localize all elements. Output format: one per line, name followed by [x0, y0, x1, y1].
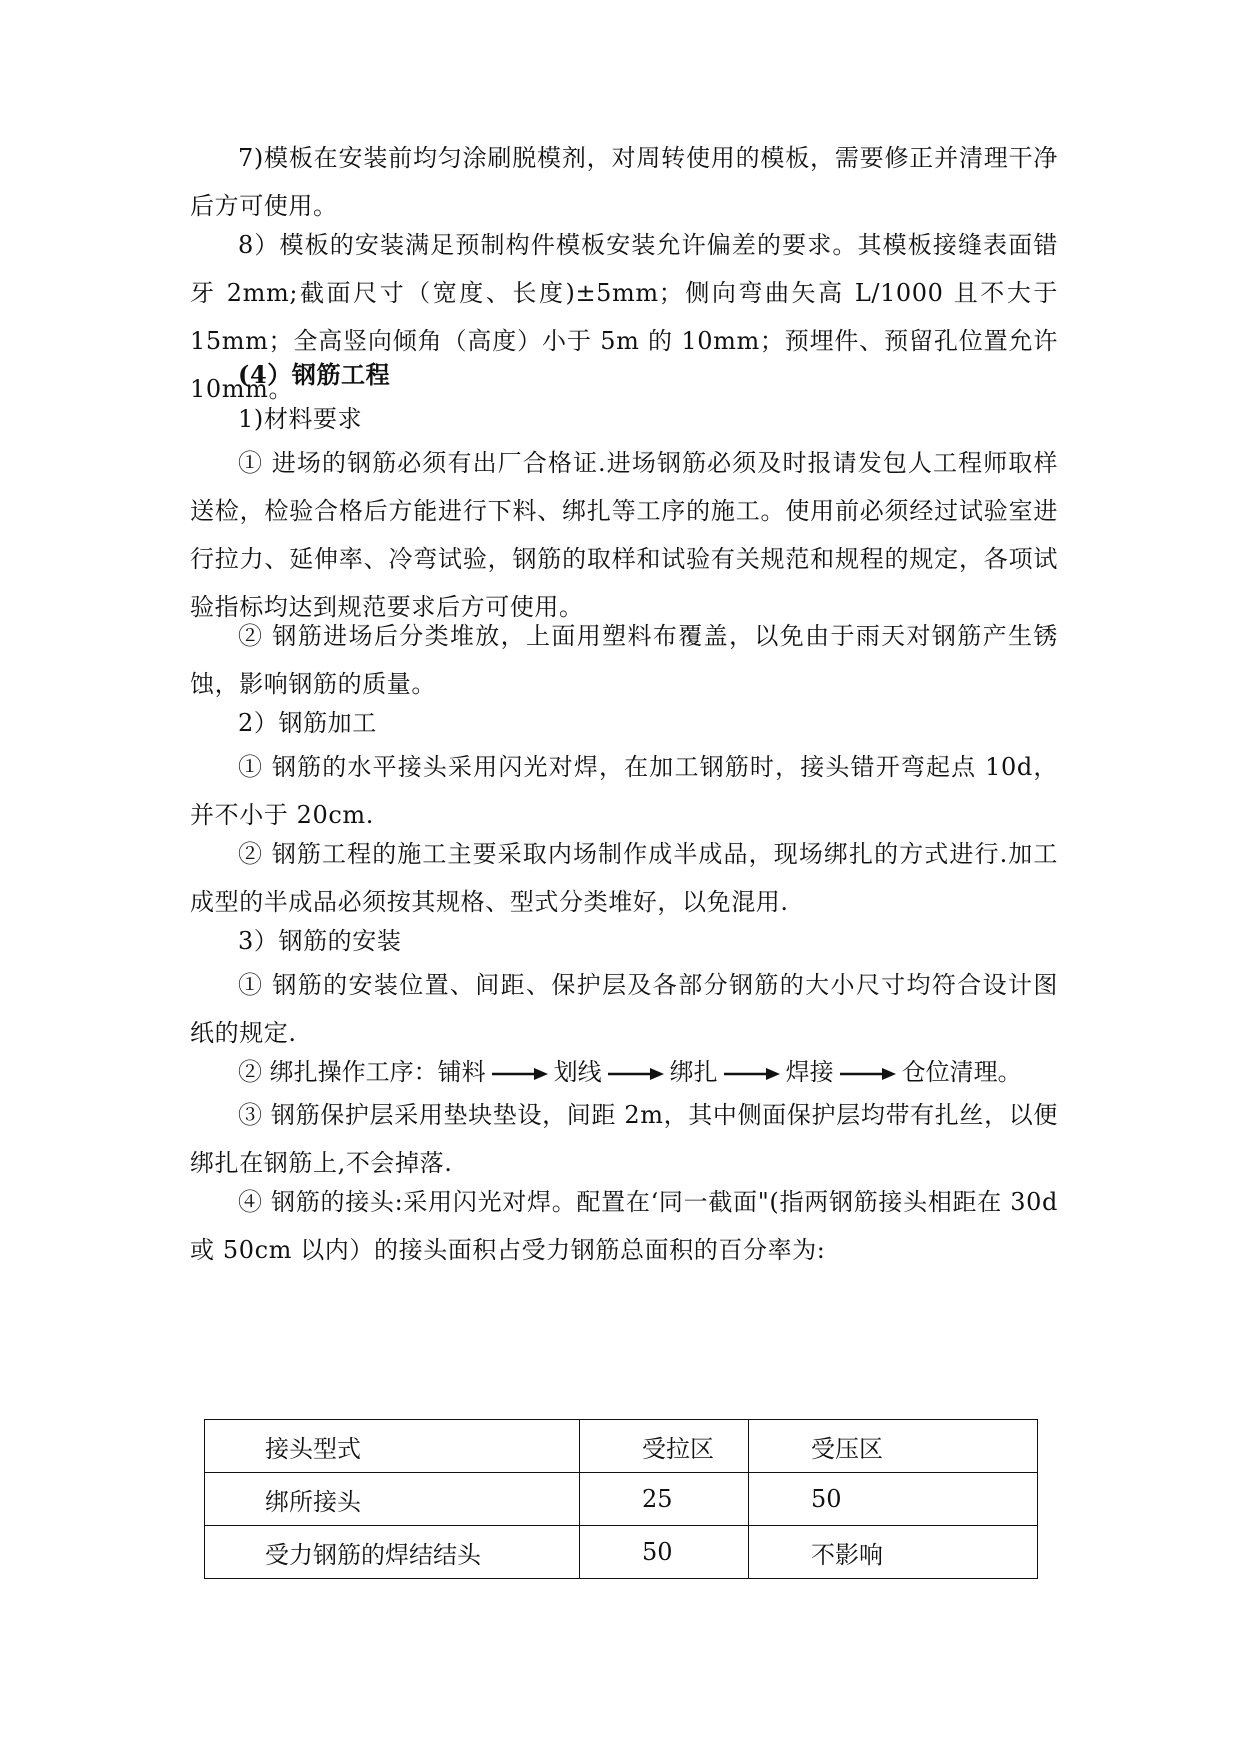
table-header-row [205, 1420, 1038, 1473]
flow-step-1: 铺料 [437, 1058, 486, 1086]
paragraph-installation-4: ④ 钢筋的接头:采用闪光对焊。配置在‘同一截面"(指两钢筋接头相距在 30d 或 50cm 以内）的接头面积占受力钢筋总面积的百分率为: [190, 1188, 1058, 1264]
table-row [205, 1526, 1038, 1579]
table-cell: 绑所接头 [205, 1473, 580, 1526]
flow-step-3: 绑扎 [669, 1058, 718, 1086]
joint-percentage-table [204, 1419, 1038, 1579]
subheading-rebar-processing: 2）钢筋加工 [238, 709, 377, 737]
arrow-right-icon [724, 1067, 780, 1081]
paragraph-material-1: ① 进场的钢筋必须有出厂合格证.进场钢筋必须及时报请发包人工程师取样送检，检验合格后方能进行下料、绑扎等工序的施工。使用前必须经过试验室进行拉力、延伸率、冷弯试验，钢筋的取样和试验有关规范和规程的规定，各项试验指标均达到规范要求后方可使用。 [190, 449, 1058, 621]
table-header-cell: 受压区 [749, 1420, 1038, 1473]
paragraph-installation-1: ① 钢筋的安装位置、间距、保护层及各部分钢筋的大小尺寸均符合设计图纸的规定. [190, 971, 1058, 1047]
subheading-material-requirements: 1)材料要求 [238, 405, 363, 433]
table-cell: 50 [749, 1473, 1038, 1526]
paragraph-material-2: ② 钢筋进场后分类堆放，上面用塑料布覆盖，以免由于雨天对钢筋产生锈蚀，影响钢筋的质量。 [190, 622, 1058, 698]
flow-step-4: 焊接 [785, 1058, 834, 1086]
arrow-right-icon [608, 1067, 664, 1081]
paragraph-installation-3: ③ 钢筋保护层采用垫块垫设，间距 2m，其中侧面保护层均带有扎丝，以便绑扎在钢筋上,不会掉落. [190, 1101, 1058, 1177]
subheading-rebar-installation: 3）钢筋的安装 [238, 927, 402, 955]
table-row [205, 1473, 1038, 1526]
paragraph-processing-2: ② 钢筋工程的施工主要采取内场制作成半成品，现场绑扎的方式进行.加工成型的半成品必须按其规格、型式分类堆好，以免混用. [190, 840, 1058, 916]
flow-step-2: 划线 [553, 1058, 602, 1086]
flow-prefix: ② 绑扎操作工序： [238, 1058, 438, 1086]
flow-step-5: 仓位清理。 [901, 1058, 1022, 1086]
paragraph-formwork-8: 8）模板的安装满足预制构件模板安装允许偏差的要求。其模板接缝表面错牙 2mm;截面尺寸（宽度、长度)±5mm；侧向弯曲矢高 L/1000 且不大于 15mm；全高竖向倾角（高度）小于 5m 的 10mm；预埋件、预留孔位置允许 10mm。 [190, 231, 1058, 403]
paragraph-formwork-7: 7)模板在安装前均匀涂刷脱模剂，对周转使用的模板，需要修正并清理干净后方可使用。 [190, 144, 1058, 220]
table-cell: 受力钢筋的焊结结头 [205, 1526, 580, 1579]
table-cell: 不影响 [749, 1526, 1038, 1579]
arrow-right-icon [492, 1067, 548, 1081]
table-header-cell: 受拉区 [580, 1420, 749, 1473]
paragraph-processing-1: ① 钢筋的水平接头采用闪光对焊，在加工钢筋时，接头错开弯起点 10d，并不小于 20cm. [190, 753, 1058, 829]
section-heading-rebar: (4）钢筋工程 [238, 360, 391, 389]
binding-process-flow [190, 1048, 1058, 1096]
table-cell: 25 [580, 1473, 749, 1526]
arrow-right-icon [840, 1067, 896, 1081]
table-header-cell: 接头型式 [205, 1420, 580, 1473]
table-cell: 50 [580, 1526, 749, 1579]
